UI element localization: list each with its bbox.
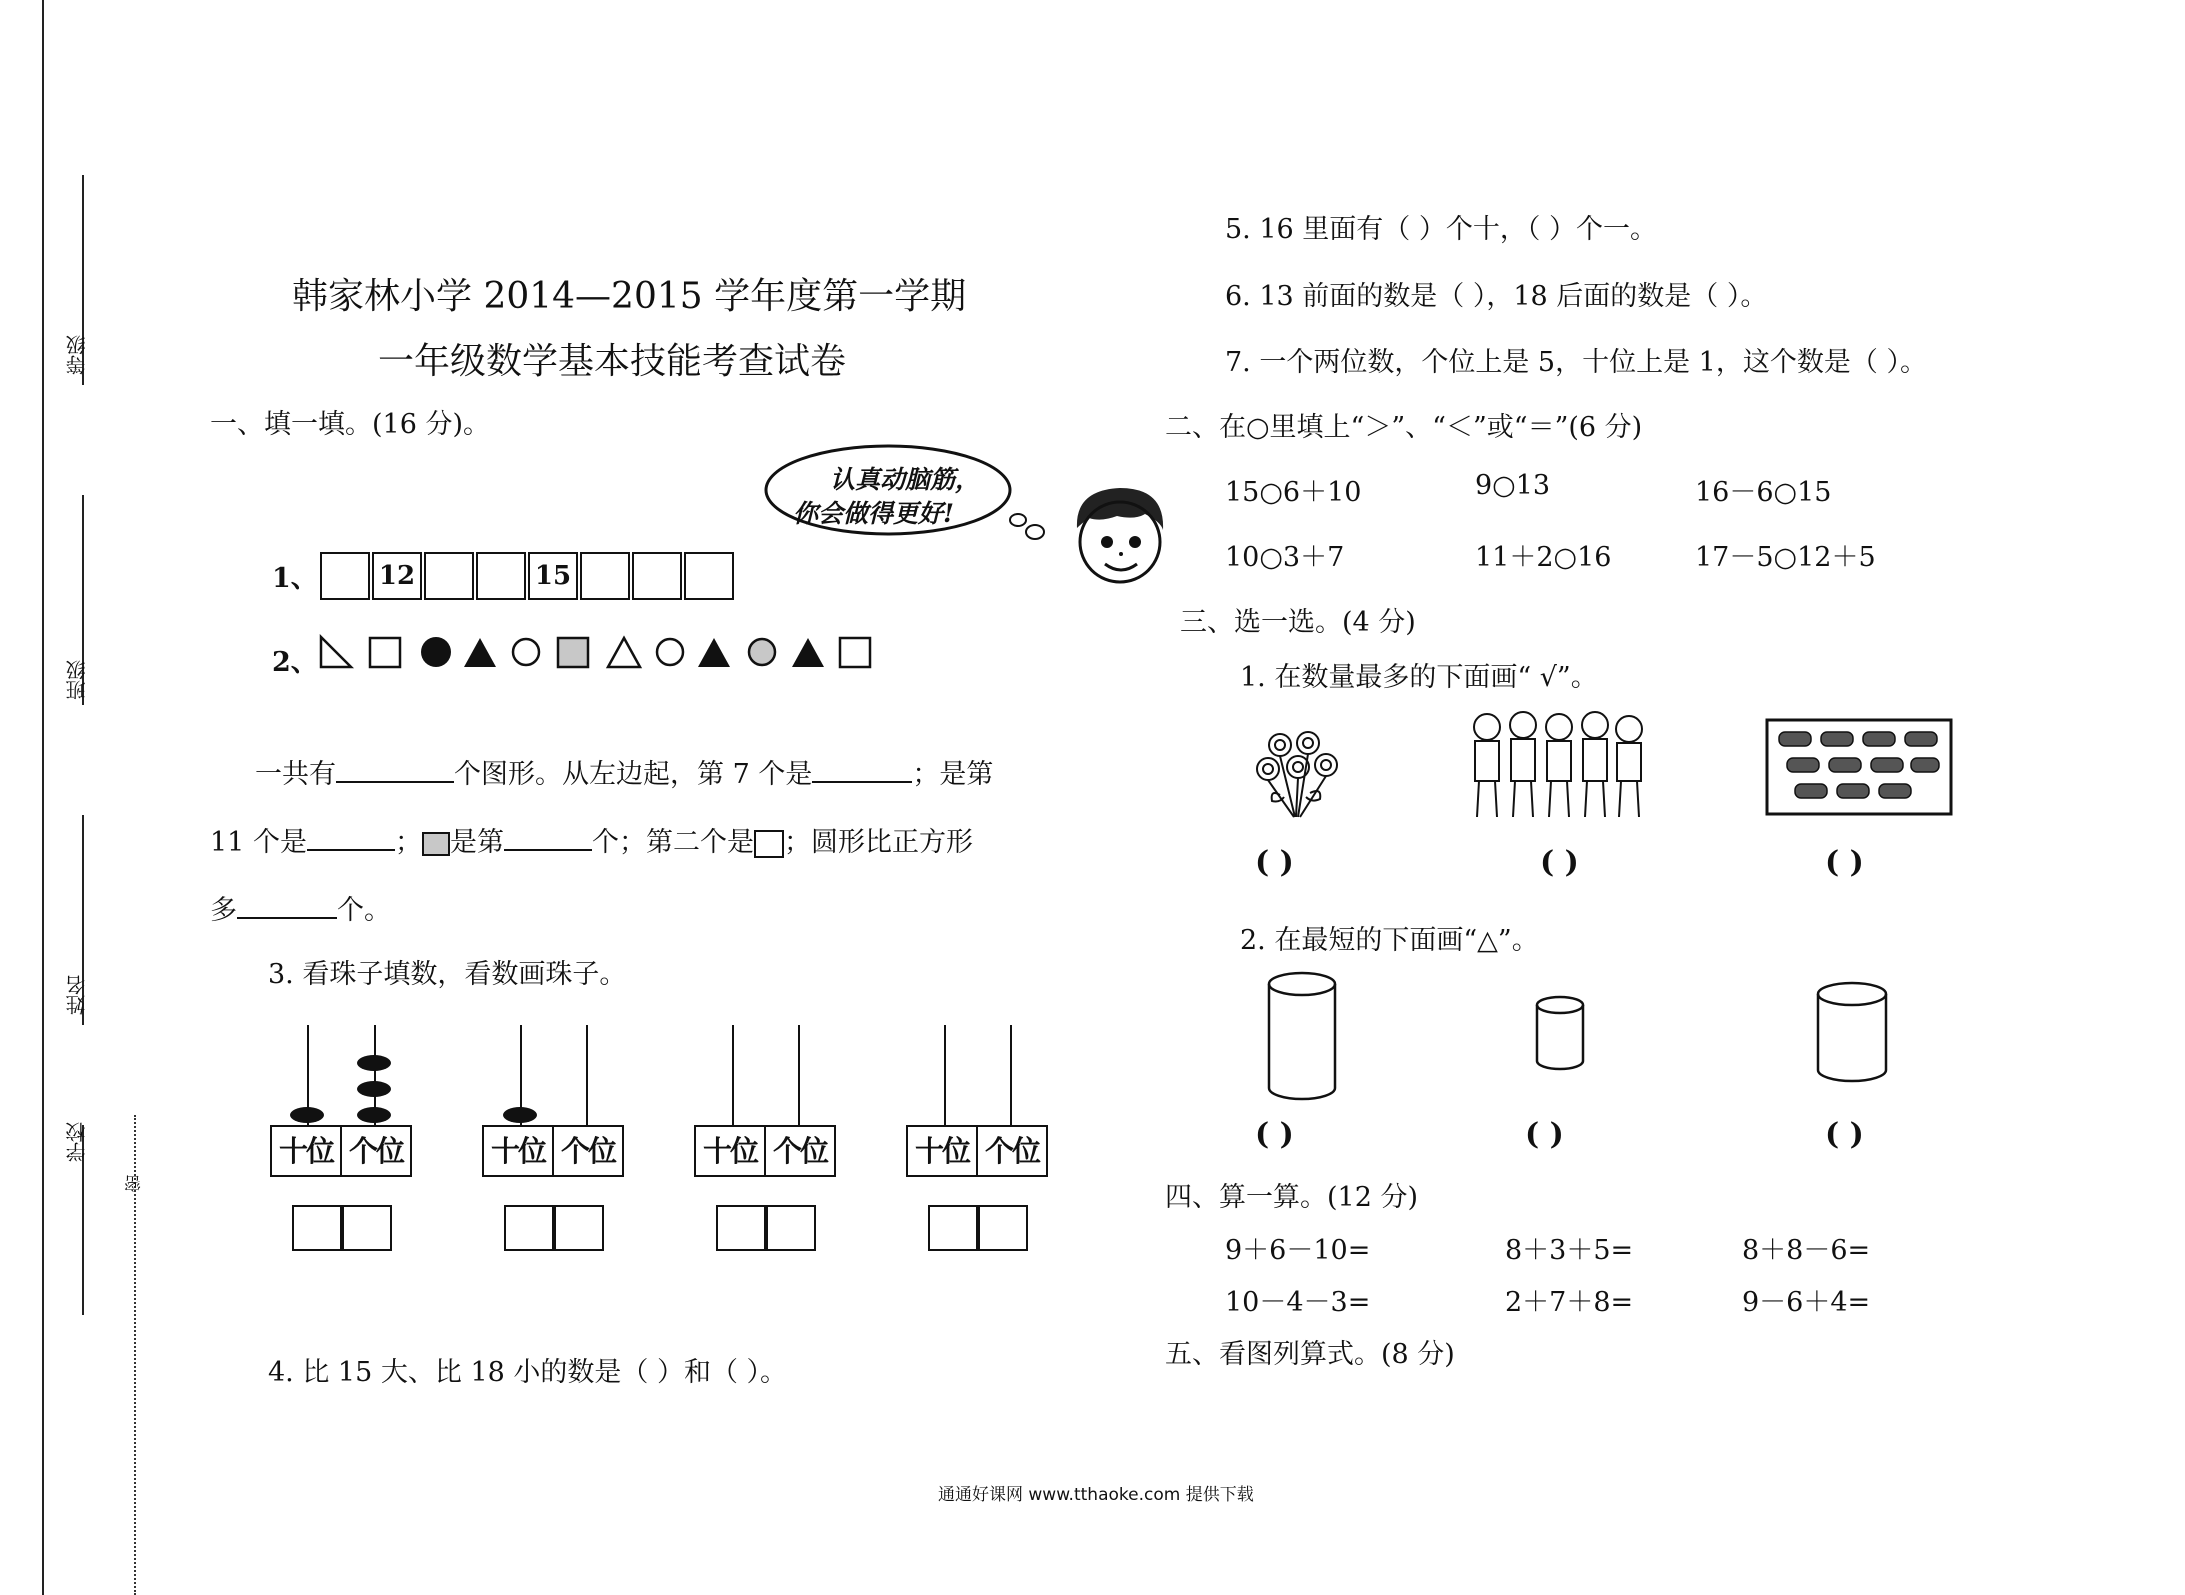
filled-circle-icon (421, 637, 451, 667)
number-box[interactable] (632, 552, 682, 600)
answer-parens[interactable]: ( ) (1540, 845, 1579, 880)
grade-label: 等级 (65, 335, 89, 375)
abacus-rod (732, 1025, 734, 1125)
s3-q1-text: 1. 在数量最多的下面画“ √”。 (1240, 662, 1598, 693)
compare-item: 17－5○12＋5 (1695, 542, 1876, 573)
number-box[interactable] (684, 552, 734, 600)
filled-triangle-icon (698, 638, 730, 667)
square-icon (840, 638, 870, 667)
calc-item: 2＋7＋8= (1505, 1287, 1634, 1318)
q3-instruction: 3. 看珠子填数，看数画珠子。 (268, 959, 627, 990)
square-icon (754, 830, 784, 858)
abacus-ones-label: 个位 (340, 1125, 412, 1177)
compare-item: 16－6○15 (1695, 477, 1832, 508)
square-icon (370, 638, 400, 667)
compare-item: 15○6＋10 (1225, 477, 1362, 508)
q2-line3 (210, 888, 391, 927)
section2-heading: 二、在○里填上“＞”、“＜”或“＝”(6 分) (1165, 412, 1643, 443)
bead (357, 1107, 391, 1123)
q4-text: 4. 比 15 大、比 18 小的数是（ ）和（ ）。 (268, 1357, 788, 1388)
section3-heading: 三、选一选。(4 分) (1180, 607, 1416, 638)
answer-box[interactable] (978, 1205, 1028, 1251)
abacus-tens-label: 十位 (482, 1125, 554, 1177)
q2-text: 是第 (449, 827, 504, 858)
compare-item: 11＋2○16 (1475, 542, 1612, 573)
abacus-ones-label: 个位 (976, 1125, 1048, 1177)
answer-parens[interactable]: ( ) (1825, 1117, 1864, 1152)
class-label: 班级 (65, 660, 89, 700)
q6-text: 6. 13 前面的数是（ ），18 后面的数是（ ）。 (1225, 281, 1768, 312)
abacus-rod (798, 1025, 800, 1125)
q2-text: 个；第二个是 (591, 827, 754, 858)
number-box[interactable] (320, 552, 370, 600)
q2-text: ；是第 (912, 759, 994, 790)
answer-box[interactable] (928, 1205, 978, 1251)
filled-triangle-icon (464, 638, 496, 667)
triangle-icon (608, 638, 640, 667)
school-label: 学校 (65, 1122, 89, 1162)
answer-box[interactable] (292, 1205, 342, 1251)
tall-cylinder-picture (1262, 970, 1342, 1105)
q2-text: 11 个是 (210, 827, 307, 858)
answer-blank[interactable] (812, 755, 912, 783)
abacus-rod (586, 1025, 588, 1125)
name-label: 姓名 (65, 975, 89, 1015)
answer-box[interactable] (766, 1205, 816, 1251)
abacus-rod (944, 1025, 946, 1125)
q2-text: ；圆形比正方形 (783, 827, 973, 858)
answer-box[interactable] (716, 1205, 766, 1251)
q2-text: 个图形。从左边起，第 7 个是 (454, 759, 813, 790)
circle-icon (657, 639, 683, 665)
flowers-picture (1250, 725, 1350, 825)
bead (290, 1107, 324, 1123)
q2-line1 (255, 752, 993, 791)
calc-item: 8＋3＋5= (1505, 1235, 1634, 1266)
answer-box[interactable] (342, 1205, 392, 1251)
children-picture (1465, 705, 1655, 825)
section4-heading: 四、算一算。(12 分) (1165, 1182, 1419, 1213)
shape-row (318, 634, 878, 670)
calc-item: 10－4－3= (1225, 1287, 1371, 1318)
bead (503, 1107, 537, 1123)
abacus-ones-label: 个位 (552, 1125, 624, 1177)
speech-bubble-line1: 认真动脑筋， (830, 465, 981, 494)
answer-box[interactable] (554, 1205, 604, 1251)
q2-line2: 11 个是 ； 是第 个；第二个是 ；圆形比正方形 (210, 820, 973, 859)
q2-text: 个。 (337, 895, 391, 926)
calc-item: 8＋8－6= (1742, 1235, 1871, 1266)
abacus-ones-label: 个位 (764, 1125, 836, 1177)
footer-credit: 通通好课网 www.tthaoke.com 提供下载 (938, 1485, 1254, 1505)
number-box[interactable] (580, 552, 630, 600)
compare-item: 10○3＋7 (1225, 542, 1345, 573)
circle-icon (513, 639, 539, 665)
number-box[interactable] (476, 552, 526, 600)
number-box[interactable] (424, 552, 474, 600)
grey-square-icon (422, 832, 450, 856)
answer-parens[interactable]: ( ) (1825, 845, 1864, 880)
seal-label: 密 (125, 1175, 145, 1192)
filled-triangle-icon (792, 638, 824, 667)
exam-title-line1: 韩家林小学 2014—2015 学年度第一学期 (292, 276, 967, 317)
abacus-rod (1010, 1025, 1012, 1125)
compare-item: 9○13 (1475, 470, 1551, 501)
q7-text: 7. 一个两位数，个位上是 5，十位上是 1，这个数是（ ）。 (1225, 347, 1927, 378)
answer-blank[interactable] (336, 755, 454, 783)
cartoon-kid-icon (1065, 480, 1175, 590)
bead (357, 1055, 391, 1071)
grey-circle-icon (749, 639, 775, 665)
q1-label: 1、 (272, 563, 318, 594)
q2-text: 多 (210, 895, 237, 926)
calc-item: 9＋6－10= (1225, 1235, 1371, 1266)
number-box[interactable]: 12 (372, 552, 422, 600)
medium-cylinder-picture (1812, 980, 1892, 1090)
short-cylinder-picture (1530, 995, 1590, 1075)
abacus-tens-label: 十位 (694, 1125, 766, 1177)
s3-q2-text: 2. 在最短的下面画“△”。 (1240, 925, 1539, 956)
answer-parens[interactable]: ( ) (1525, 1117, 1564, 1152)
answer-box[interactable] (504, 1205, 554, 1251)
abacus-tens-label: 十位 (906, 1125, 978, 1177)
calc-item: 9－6＋4= (1742, 1287, 1871, 1318)
answer-parens[interactable]: ( ) (1255, 1117, 1294, 1152)
burgers-picture (1765, 718, 1955, 818)
section1-heading: 一、填一填。(16 分)。 (210, 409, 491, 440)
abacus-tens-label: 十位 (270, 1125, 342, 1177)
answer-parens[interactable]: ( ) (1255, 845, 1294, 880)
q2-label: 2、 (272, 647, 318, 678)
bead (357, 1081, 391, 1097)
answer-blank[interactable] (307, 823, 395, 851)
section5-heading: 五、看图列算式。(8 分) (1165, 1339, 1455, 1370)
number-box[interactable]: 15 (528, 552, 578, 600)
q5-text: 5. 16 里面有（ ）个十，（ ）个一。 (1225, 214, 1657, 245)
q2-text: 一共有 (255, 759, 336, 790)
speech-bubble-line2: 你会做得更好! (793, 499, 954, 528)
answer-blank[interactable] (504, 823, 592, 851)
answer-blank[interactable] (237, 891, 337, 919)
right-triangle-icon (321, 637, 351, 667)
binding-edge-line (42, 0, 44, 1595)
grey-square-icon (558, 638, 588, 667)
exam-title-line2: 一年级数学基本技能考查试卷 (378, 341, 847, 382)
